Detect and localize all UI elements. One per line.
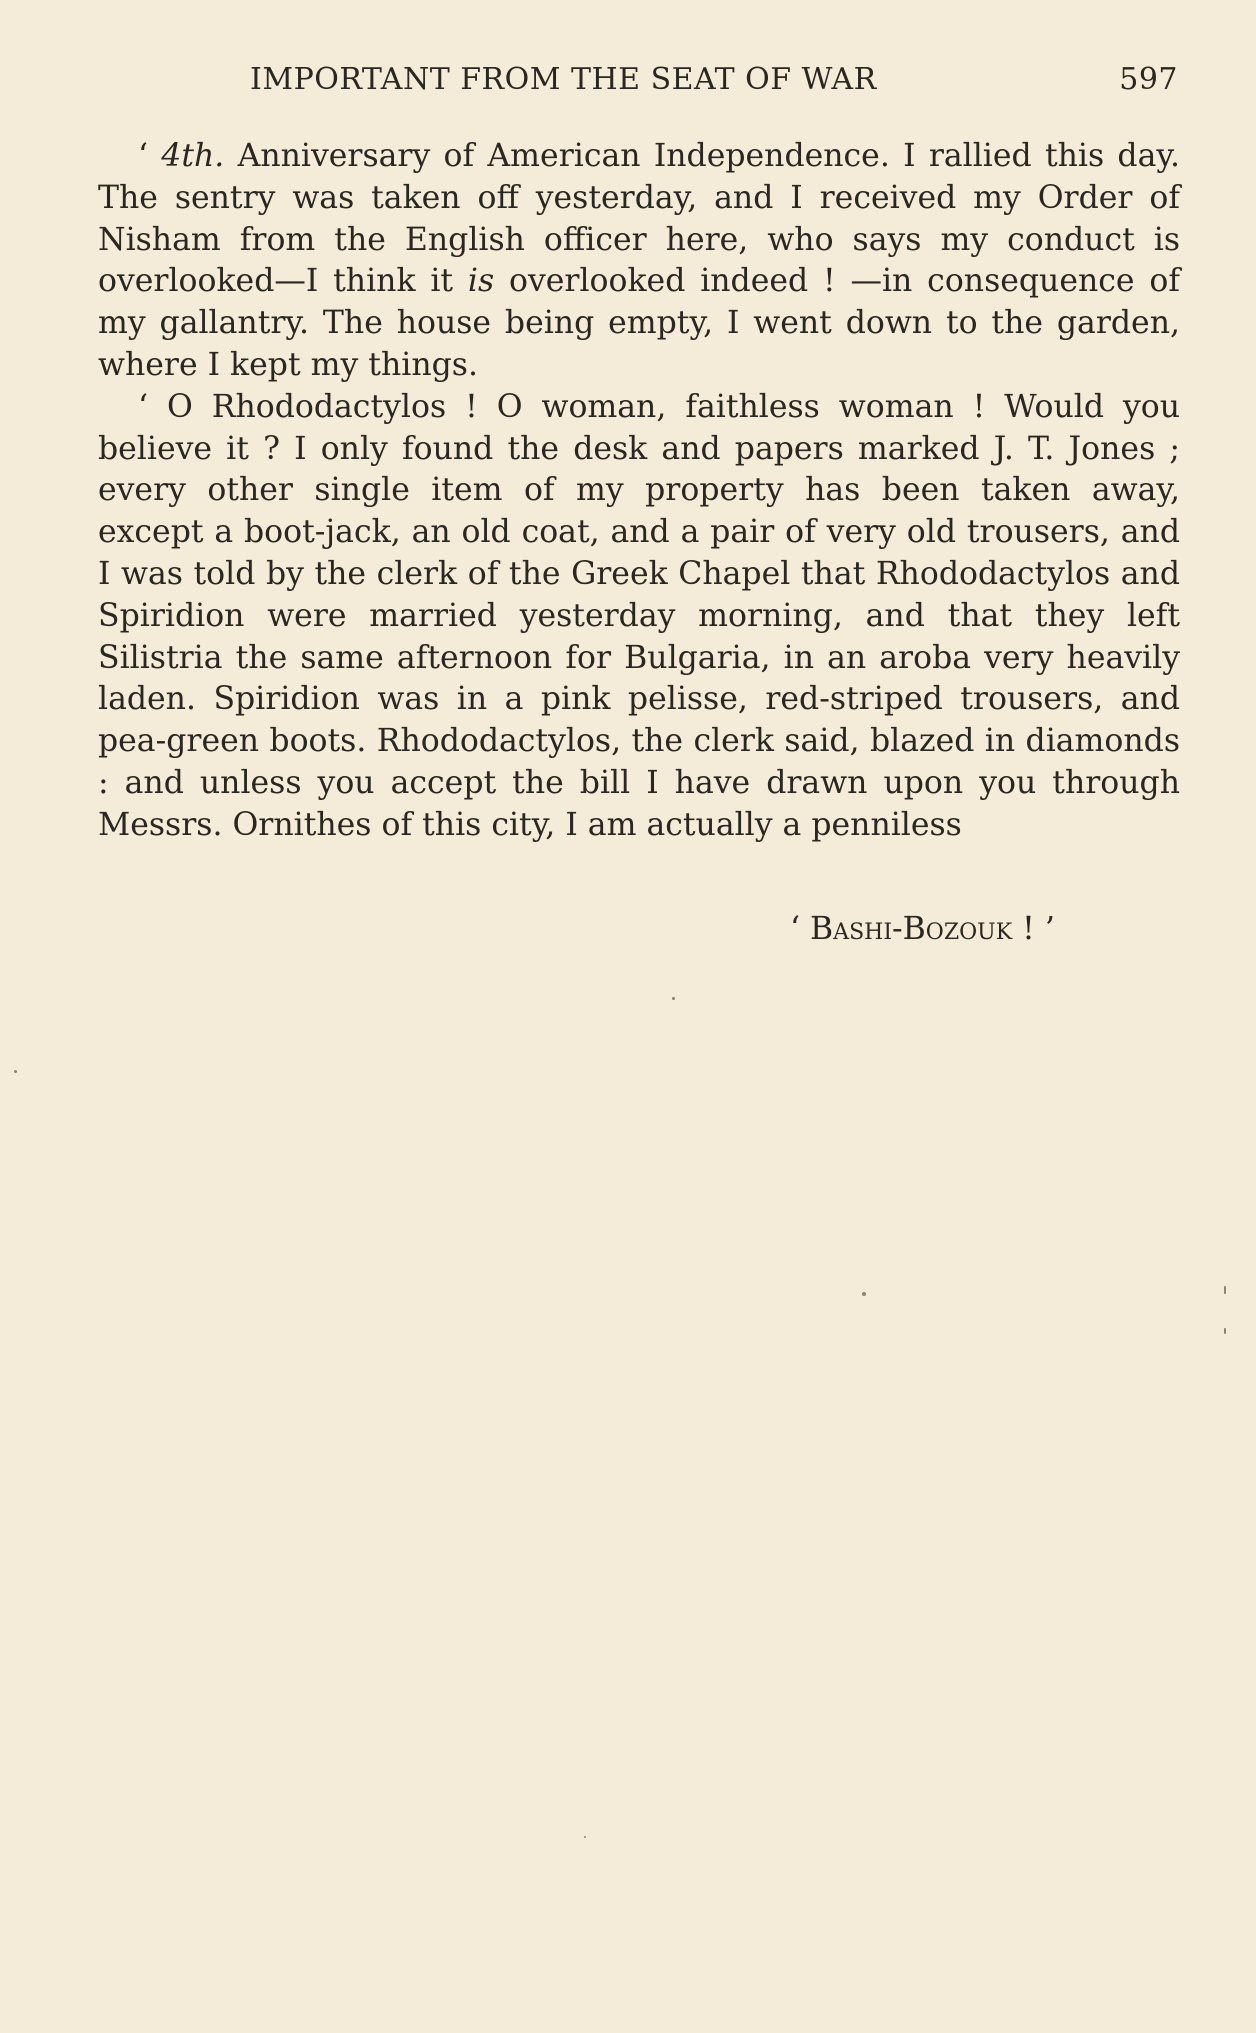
paper-speck [584, 1836, 586, 1838]
paper-speck [862, 1292, 866, 1296]
signature-name: Bashi-Bozouk [810, 911, 1013, 947]
paper-speck [672, 997, 675, 1000]
running-title: IMPORTANT FROM THE SEAT OF WAR [250, 62, 877, 97]
paragraph-fourth [98, 136, 1180, 387]
paper-speck [14, 1070, 17, 1073]
paragraph-rhododactylos: ‘ O Rhododactylos ! O woman, faithless woman ! Would you believe it ? I only found the desk and papers marked J. T. Jones ; every other single item of my property has been taken away, except a boot-jack, an old coat, and a pair of very old trousers, and I was told by the clerk of the Greek Chapel that Rhododactylos and Spiridion were married yesterday morning, and that they left Silistria the same afternoon for Bulgaria, in an aroba very heavily laden. Spiridion was in a pink pelisse, red-striped trousers, and pea-green boots. Rhododactylos, the clerk said, blazed in diamonds : and unless you accept the bill I have drawn upon you through Messrs. Ornithes of this city, I am actually a penniless [98, 388, 1180, 843]
running-head [98, 62, 1178, 102]
paragraph-fourth-text-a: Anniversary of American Independence. I rallied this day. The sentry was taken off yesterday, and I received my Order of Nisham from the English officer here, who says my conduct is overlooked—I think it [98, 138, 1180, 300]
letter-body [98, 136, 1180, 847]
opening-quote: ‘ [138, 138, 162, 174]
paper-speck [1224, 1328, 1226, 1334]
paragraph-fourth-text-b: overlooked indeed ! —in consequence of my gallantry. The house being empty, I went down to the garden, where I kept my things. [98, 263, 1180, 383]
emphasis-is: is [467, 263, 495, 300]
signature-open-quote: ‘ [790, 911, 811, 947]
paper-speck [1224, 1286, 1226, 1294]
page-number: 597 [1119, 62, 1178, 97]
signature-close-quote: ! ’ [1012, 911, 1055, 947]
signature [790, 911, 1055, 947]
date-fourth: 4th. [161, 138, 225, 174]
